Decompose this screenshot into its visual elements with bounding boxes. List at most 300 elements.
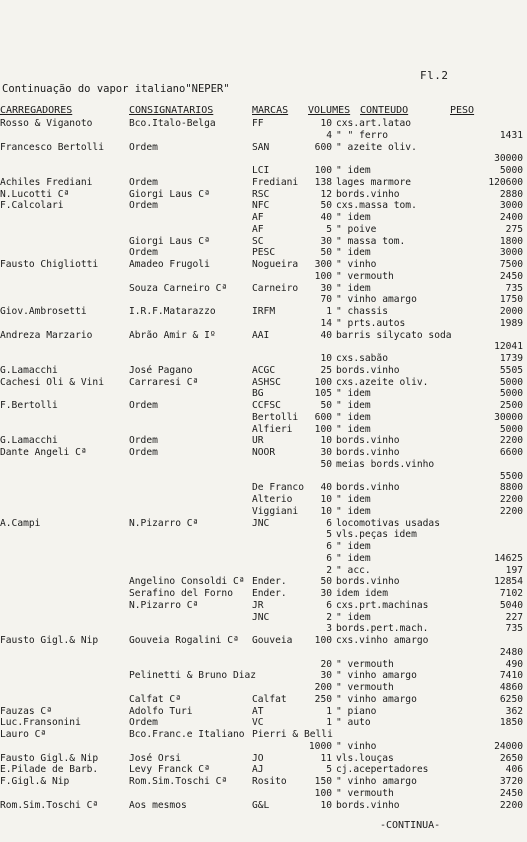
table-row [0, 118, 527, 130]
table-row [0, 459, 527, 471]
table-row [0, 776, 527, 788]
carregador-cell: Rosso & Viganoto [0, 118, 93, 129]
table-row [0, 518, 527, 530]
volumes-cell: 12 [320, 188, 332, 200]
volumes-cell: 30 [320, 282, 332, 294]
consignatario-cell: Levy Franck Cª [129, 764, 210, 776]
volumes-cell: 2 [326, 611, 332, 623]
peso-cell: 5500 [499, 470, 523, 482]
page-number: Fl.2 [420, 69, 449, 82]
consignatario-cell: Ordem [129, 400, 158, 411]
carregador-cell: Giov.Ambrosetti [0, 306, 87, 317]
table-row [0, 694, 527, 706]
peso-cell: 1431 [499, 129, 523, 141]
column-header-volumes: VOLUMES [308, 105, 351, 116]
consignatario-cell: Amadeo Frugoli [129, 259, 210, 270]
marca-cell: RSC [252, 188, 270, 200]
table-row [0, 447, 527, 459]
conteudo-cell: vls.peças idem [336, 529, 417, 541]
conteudo-cell: " acc. [336, 564, 371, 576]
peso-cell: 3000 [499, 247, 523, 259]
peso-cell: 14625 [494, 552, 523, 564]
table-row [0, 283, 527, 295]
conteudo-cell: cxs.sabão [336, 353, 388, 364]
consignatario-cell: N.Pizarro Cª [129, 599, 199, 611]
peso-cell: 5000 [499, 376, 523, 388]
peso-cell: 3720 [499, 776, 523, 787]
volumes-cell: 100 [314, 787, 332, 799]
carregador-cell: F.Bertolli [0, 400, 58, 411]
peso-cell: 7500 [499, 259, 523, 270]
peso-cell: 3000 [499, 200, 523, 212]
table-row [0, 377, 527, 389]
peso-cell: 2650 [499, 752, 523, 764]
conteudo-cell: " vinho [336, 740, 377, 752]
table-row [0, 623, 527, 635]
marca-cell: Calfat [252, 693, 287, 705]
conteudo-cell: " idem [336, 541, 371, 552]
table-row [0, 788, 527, 800]
marca-cell: IRFM [252, 306, 276, 317]
column-header-consignatarios: CONSIGNATARIOS [129, 105, 214, 116]
conteudo-cell: " vermouth [336, 787, 394, 799]
volumes-cell: 40 [320, 482, 332, 494]
marca-cell: ASHSC [252, 376, 281, 388]
peso-cell: 1850 [499, 717, 523, 729]
volumes-cell: 4 [326, 129, 332, 141]
table-row [0, 565, 527, 577]
table-row [0, 729, 527, 741]
column-header-carregadores: CARREGADORES [0, 105, 73, 116]
marca-cell: Ender. [252, 588, 287, 599]
conteudo-cell: " poive [336, 223, 377, 235]
volumes-cell: 30 [320, 447, 332, 458]
conteudo-cell: bords.vinho [336, 364, 400, 376]
conteudo-cell: " idem [336, 411, 371, 423]
peso-cell: 2200 [499, 435, 523, 447]
conteudo-cell: " prts.autos [336, 317, 406, 329]
marca-cell: SAN [252, 141, 270, 153]
volumes-cell: 30 [320, 588, 332, 599]
conteudo-cell: " vermouth [336, 682, 394, 693]
marca-cell: JR [252, 599, 264, 611]
peso-cell: 24000 [494, 740, 523, 752]
peso-cell: 2200 [499, 799, 523, 811]
consignatario-cell: Aos mesmos [129, 799, 187, 811]
consignatario-cell: I.R.F.Matarazzo [129, 306, 216, 317]
consignatario-cell: Ordem [129, 717, 158, 729]
marca-cell: BG [252, 388, 264, 400]
marca-cell: AT [252, 705, 264, 717]
peso-cell: 12041 [494, 341, 523, 353]
peso-cell: 2450 [499, 270, 523, 282]
marca-cell: JNC [252, 611, 270, 623]
conteudo-cell: bords.vinho [336, 482, 400, 494]
peso-cell: 5505 [499, 364, 523, 376]
conteudo-cell: " vinho amargo [336, 776, 417, 787]
volumes-cell: 200 [314, 682, 332, 693]
volumes-cell: 3 [326, 623, 332, 635]
peso-cell: 6250 [499, 693, 523, 705]
table-row [0, 494, 527, 506]
table-row [0, 400, 527, 412]
table-row [0, 130, 527, 142]
peso-cell: 7102 [499, 588, 523, 599]
volumes-cell: 5 [326, 529, 332, 541]
marca-cell: NOOR [252, 447, 276, 458]
conteudo-cell: " idem [336, 611, 371, 623]
peso-cell: 1739 [499, 353, 523, 364]
peso-cell: 490 [505, 658, 523, 670]
carregador-cell: Cachesi Oli & Vini [0, 376, 104, 388]
volumes-cell: 14 [320, 317, 332, 329]
marca-cell: VC [252, 717, 264, 729]
marca-cell: Carneiro [252, 282, 299, 294]
table-row [0, 330, 527, 342]
peso-cell: 227 [505, 611, 523, 623]
marca-cell: AF [252, 223, 264, 235]
table-row [0, 318, 527, 330]
table-row [0, 165, 527, 177]
carregador-cell: E.Pilade de Barb. [0, 764, 99, 776]
table-row [0, 471, 527, 483]
table-row [0, 506, 527, 518]
volumes-cell: 40 [320, 329, 332, 341]
volumes-cell: 30 [320, 235, 332, 247]
column-header-conteudo: CONTEUDO [360, 105, 409, 116]
table-row [0, 189, 527, 201]
peso-cell: 1750 [499, 294, 523, 306]
table-row [0, 424, 527, 436]
volumes-cell: 5 [326, 764, 332, 776]
consignatario-cell: Ordem [129, 447, 158, 458]
volumes-cell: 105 [314, 388, 332, 400]
table-row [0, 800, 527, 812]
table-row [0, 294, 527, 306]
volumes-cell: 138 [314, 176, 332, 188]
conteudo-cell: bords.vinho [336, 435, 400, 447]
table-row [0, 647, 527, 659]
carregador-cell: Andreza Marzario [0, 329, 93, 341]
volumes-cell: 100 [314, 376, 332, 388]
volumes-cell: 1 [326, 717, 332, 729]
conteudo-cell: bords.vinho [336, 188, 400, 200]
marca-cell: Bertolli [252, 411, 299, 423]
consignatario-cell: Angelino Consoldi Cª [129, 576, 245, 588]
conteudo-cell: cxs.prt.machinas [336, 599, 429, 611]
table-row [0, 659, 527, 671]
consignatario-cell: Carraresi Cª [129, 376, 199, 388]
conteudo-cell: " idem [336, 247, 371, 259]
volumes-cell: 100 [314, 165, 332, 176]
carregador-cell: N.Lucotti Cª [0, 188, 70, 200]
conteudo-cell: barris silycato soda [336, 329, 452, 341]
marca-cell: JO [252, 752, 264, 764]
peso-cell: 2200 [499, 505, 523, 517]
table-row [0, 353, 527, 365]
conteudo-cell: " vermouth [336, 270, 394, 282]
consignatario-cell: Ordem [129, 141, 158, 153]
marca-cell: SC [252, 235, 264, 247]
volumes-cell: 10 [320, 505, 332, 517]
carregador-cell: Francesco Bertolli [0, 141, 104, 153]
conteudo-cell: locomotivas usadas [336, 517, 440, 529]
conteudo-cell: " auto [336, 717, 371, 729]
table-row [0, 271, 527, 283]
consignatario-cell: Gouveia Rogalini Cª [129, 635, 239, 646]
marca-cell: LCI [252, 165, 270, 176]
conteudo-cell: cj.acepertadores [336, 764, 429, 776]
volumes-cell: 150 [314, 776, 332, 787]
table-row [0, 600, 527, 612]
volumes-cell: 600 [314, 141, 332, 153]
marca-cell: Viggiani [252, 505, 299, 517]
volumes-cell: 5 [326, 223, 332, 235]
conteudo-cell: " idem [336, 552, 371, 564]
continua-footer: -CONTINUA- [380, 820, 441, 831]
marca-cell: Nogueira [252, 259, 299, 270]
volumes-cell: 20 [320, 658, 332, 670]
conteudo-cell: " idem [336, 505, 371, 517]
table-row [0, 741, 527, 753]
volumes-cell: 10 [320, 494, 332, 505]
consignatario-cell: Ordem [129, 176, 158, 188]
volumes-cell: 100 [314, 270, 332, 282]
table-row [0, 212, 527, 224]
carregador-cell: F.Calcolari [0, 200, 64, 212]
peso-cell: 5000 [499, 165, 523, 176]
conteudo-cell: vls.louças [336, 752, 394, 764]
conteudo-cell: cxs.vinho amargo [336, 635, 429, 646]
peso-cell: 2400 [499, 212, 523, 223]
peso-cell: 2200 [499, 494, 523, 505]
conteudo-cell: " vinho amargo [336, 670, 417, 682]
table-row [0, 541, 527, 553]
table-row [0, 529, 527, 541]
carregador-cell: Dante Angeli Cª [0, 447, 87, 458]
consignatario-cell: Adolfo Turi [129, 705, 193, 717]
peso-cell: 5000 [499, 423, 523, 435]
carregador-cell: Fausto Gigl.& Nip [0, 752, 99, 764]
table-row [0, 153, 527, 165]
peso-cell: 7410 [499, 670, 523, 682]
consignatario-cell: Ordem [129, 247, 158, 259]
conteudo-cell: " massa tom. [336, 235, 406, 247]
peso-cell: 30000 [494, 411, 523, 423]
consignatario-cell: Pelinetti & Bruno Diaz [129, 670, 257, 682]
carregador-cell: Fauzas Cª [0, 705, 52, 717]
consignatario-cell: Abrão Amir & Iº [129, 329, 216, 341]
volumes-cell: 10 [320, 353, 332, 364]
carregador-cell: Fausto Chigliotti [0, 259, 99, 270]
consignatario-cell: Bco.Franc.e Italiano [129, 729, 245, 740]
volumes-cell: 70 [320, 294, 332, 306]
conteudo-cell: " chassis [336, 306, 388, 317]
peso-cell: 2480 [499, 646, 523, 658]
document-heading: Continuação do vapor italiano"NEPER" [2, 83, 230, 95]
volumes-cell: 40 [320, 212, 332, 223]
table-row [0, 588, 527, 600]
consignatario-cell: José Orsi [129, 752, 181, 764]
marca-cell: Frediani [252, 176, 299, 188]
conteudo-cell: " piano [336, 705, 377, 717]
marca-cell: UR [252, 435, 264, 447]
peso-cell: 406 [505, 764, 523, 776]
peso-cell: 8800 [499, 482, 523, 494]
peso-cell: 2880 [499, 188, 523, 200]
table-row [0, 764, 527, 776]
table-row [0, 553, 527, 565]
marca-cell: NFC [252, 200, 270, 212]
volumes-cell: 50 [320, 400, 332, 411]
table-row [0, 259, 527, 271]
consignatario-cell: Giorgi Laus Cª [129, 235, 210, 247]
volumes-cell: 6 [326, 541, 332, 552]
conteudo-cell: " idem [336, 494, 371, 505]
volumes-cell: 11 [320, 752, 332, 764]
conteudo-cell: " azeite oliv. [336, 141, 417, 153]
conteudo-cell: " idem [336, 388, 371, 400]
marca-cell: CCFSC [252, 400, 281, 411]
consignatario-cell: Bco.Italo-Belga [129, 118, 216, 129]
peso-cell: 2450 [499, 787, 523, 799]
table-row [0, 717, 527, 729]
peso-cell: 120600 [488, 176, 523, 188]
conteudo-cell: lages marmore [336, 176, 412, 188]
carregador-cell: Luc.Fransonini [0, 717, 81, 729]
table-row [0, 612, 527, 624]
marca-cell: Alfieri [252, 423, 293, 435]
volumes-cell: 6 [326, 599, 332, 611]
conteudo-cell: " idem [336, 165, 371, 176]
marca-cell: Gouveia [252, 635, 293, 646]
peso-cell: 6600 [499, 447, 523, 458]
consignatario-cell: Ordem [129, 200, 158, 212]
volumes-cell: 50 [320, 200, 332, 212]
volumes-cell: 50 [320, 247, 332, 259]
volumes-cell: 6 [326, 517, 332, 529]
volumes-cell: 100 [314, 423, 332, 435]
conteudo-cell: " vinho amargo [336, 294, 417, 306]
table-row [0, 635, 527, 647]
conteudo-cell: " " ferro [336, 129, 388, 141]
consignatario-cell: Rom.Sim.Toschi Cª [129, 776, 228, 787]
peso-cell: 362 [505, 705, 523, 717]
carregador-cell: Lauro Cª [0, 729, 47, 740]
conteudo-cell: " vinho [336, 259, 377, 270]
carregador-cell: Rom.Sim.Toschi Cª [0, 799, 99, 811]
column-header-marcas: MARCAS [252, 105, 289, 116]
consignatario-cell: Calfat Cª [129, 693, 181, 705]
consignatario-cell: N.Pizarro Cª [129, 517, 199, 529]
volumes-cell: 25 [320, 364, 332, 376]
carregador-cell: Achiles Frediani [0, 176, 93, 188]
table-row [0, 412, 527, 424]
table-row [0, 224, 527, 236]
volumes-cell: 10 [320, 435, 332, 447]
table-row [0, 435, 527, 447]
peso-cell: 735 [505, 282, 523, 294]
table-row [0, 341, 527, 353]
table-row [0, 682, 527, 694]
volumes-cell: 250 [314, 693, 332, 705]
carregador-cell: F.Gigl.& Nip [0, 776, 70, 787]
table-row [0, 753, 527, 765]
table-row [0, 247, 527, 259]
table-row [0, 706, 527, 718]
peso-cell: 4860 [499, 682, 523, 693]
table-row [0, 365, 527, 377]
conteudo-cell: " idem [336, 423, 371, 435]
conteudo-cell: " vermouth [336, 658, 394, 670]
consignatario-cell: Souza Carneiro Cª [129, 282, 228, 294]
marca-cell: AJ [252, 764, 264, 776]
volumes-cell: 600 [314, 411, 332, 423]
conteudo-cell: bords.vinho [336, 799, 400, 811]
table-row [0, 306, 527, 318]
volumes-cell: 50 [320, 576, 332, 588]
volumes-cell: 10 [320, 118, 332, 129]
conteudo-cell: bords.vinho [336, 576, 400, 588]
conteudo-cell: meias bords.vinho [336, 458, 435, 470]
column-header-peso: PESO [450, 105, 475, 116]
conteudo-cell: " idem [336, 212, 371, 223]
conteudo-cell: cxs.massa tom. [336, 200, 417, 212]
volumes-cell: 1 [326, 306, 332, 317]
marca-cell: De Franco [252, 482, 304, 494]
volumes-cell: 300 [314, 259, 332, 270]
volumes-cell: 2 [326, 564, 332, 576]
table-row [0, 670, 527, 682]
conteudo-cell: bords.vinho [336, 447, 400, 458]
peso-cell: 5040 [499, 599, 523, 611]
marca-cell: FF [252, 118, 264, 129]
marca-cell: JNC [252, 517, 270, 529]
peso-cell: 2000 [499, 306, 523, 317]
table-row [0, 177, 527, 189]
carregador-cell: Fausto Gigl.& Nip [0, 635, 99, 646]
volumes-cell: 1000 [308, 740, 332, 752]
peso-cell: 275 [505, 223, 523, 235]
consignatario-cell: Ordem [129, 435, 158, 447]
marca-cell: Alterio [252, 494, 293, 505]
carregador-cell: G.Lamacchi [0, 364, 58, 376]
marca-cell: Rosito [252, 776, 287, 787]
volumes-cell: 6 [326, 552, 332, 564]
marca-cell: AF [252, 212, 264, 223]
marca-cell: PESC [252, 247, 276, 259]
carregador-cell: G.Lamacchi [0, 435, 58, 447]
carregador-cell: A.Campi [0, 517, 41, 529]
marca-cell: ACGC [252, 364, 276, 376]
consignatario-cell: Giorgi Laus Cª [129, 188, 210, 200]
consignatario-cell: José Pagano [129, 364, 193, 376]
consignatario-cell: Serafino del Forno [129, 588, 233, 599]
peso-cell: 735 [505, 623, 523, 635]
peso-cell: 2500 [499, 400, 523, 411]
peso-cell: 1989 [499, 317, 523, 329]
conteudo-cell: idem idem [336, 588, 388, 599]
conteudo-cell: bords.pert.mach. [336, 623, 429, 635]
volumes-cell: 1 [326, 705, 332, 717]
peso-cell: 1800 [499, 235, 523, 247]
conteudo-cell: " idem [336, 400, 371, 411]
volumes-cell: 30 [320, 670, 332, 682]
conteudo-cell: cxs.azeite oliv. [336, 376, 429, 388]
volumes-cell: 100 [314, 635, 332, 646]
conteudo-cell: cxs.art.latao [336, 118, 412, 129]
marca-cell: AAI [252, 329, 270, 341]
